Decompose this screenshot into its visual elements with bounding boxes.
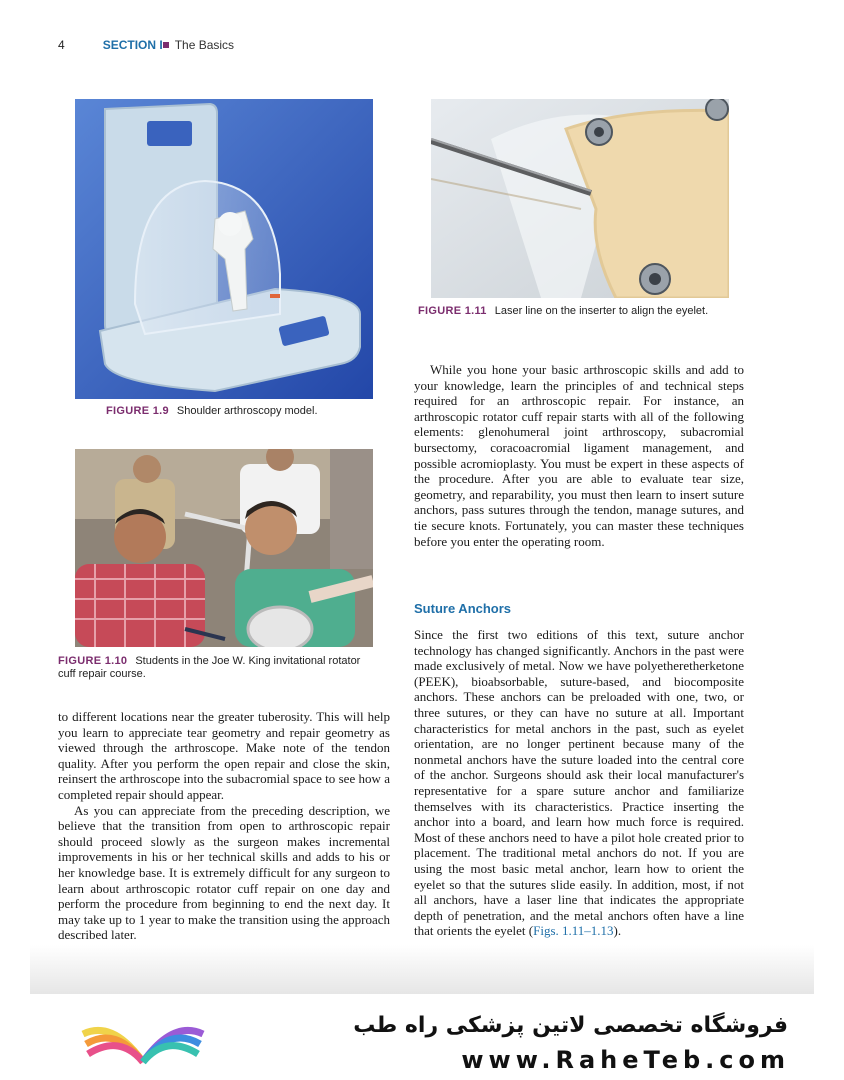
book-logo-icon [78, 1012, 208, 1077]
page-number: 4 [58, 38, 65, 52]
figure-1-9-image [75, 99, 373, 399]
caption-text: Shoulder arthroscopy model. [176, 405, 318, 417]
section-square-icon [163, 42, 169, 48]
store-name: فروشگاه تخصصی لاتین پزشکی راه طب [353, 1013, 788, 1038]
body-paragraph: to different locations near the greater tuberosity. This will help you learn to appreciate tear geometry and repair geometry as viewed through the arthroscope. Make note of the tendon quality. After you perform the open repair and close the skin, reinsert the arthroscope into the subacromial space to see how a completed repair should appear. [58, 709, 390, 802]
running-header [58, 38, 234, 52]
section-label: SECTION I [102, 38, 163, 52]
section-title: The Basics [174, 38, 235, 52]
figure-1-11-caption [418, 305, 748, 318]
body-paragraph: As you can appreciate from the preceding description, we believe that the transition from open to arthroscopic repair should proceed slowly as the surgeon makes incremental improvements in his or her technical skills and adds to his or her knowledge base. It is extremely difficult for any surgeon to learn about arthroscopic rotator cuff repair on one day and perform the procedure from beginning to end the next day. It may take up to 1 year to make the transition using the approach described later. [58, 802, 390, 943]
caption-text: Students in the Joe W. King invitational rotator cuff repair course. [58, 655, 361, 680]
figure-1-11-image [431, 99, 729, 298]
figure-1-10-image [75, 449, 373, 647]
figure-label: FIGURE 1.11 [418, 305, 487, 317]
left-column-text [58, 709, 390, 943]
body-paragraph: While you hone your basic arthroscopic skills and add to your knowledge, learn the principles of and technical steps required for an arthroscopic repair. For instance, an arthroscopic rotator cuff repair starts with all of the following elements: glenohumeral joint arthroscopy, subacromial bursectomy, coracoacromial ligament management, and possible acromioplasty. You must be expert in these aspects of the procedure. After you are able to evaluate tear size, geometry, and reparability, you must then learn to insert suture anchors, pass sutures through the tendon, manage sutures, and tie secure knots. Fortunately, you can master these techniques before you enter the operating room. [414, 362, 744, 549]
right-column-text-bottom [414, 627, 744, 939]
bottom-fade [30, 945, 814, 995]
figure-reference-link[interactable]: Figs. 1.11–1.13 [533, 923, 614, 939]
paragraph-text: Since the first two editions of this text, suture anchor technology has changed significantly. Anchors in the past were made exclusively of metal. Now we have polyetheretherketone (PEEK), bioabsorbable, suture-based, and biocomposite anchors. These anchors can be preloaded with one, two, or three sutures, or they can have no suture at all. Important characteristics for metal anchors in the past, such as eyelet orientation, are no longer pertinent because many of the nonmetal anchors have the suture loaded into the central core of the anchor. Surgeons should ask their local manufacturer's representative for a spare suture anchor and familiarize themselves with its characteristics. Practice inserting the anchor into a board, and learn how much force is required. Most of these anchors need to have a pilot hole created prior to placement. The traditional metal anchors do not. If you are using the most basic metal anchor, learn how to orient the eyelet so that the sutures slide easily. In addition, most, if not all anchors, have a laser line that indicates the appropriate depth of penetration, and the metal anchors often have a line that orients the eyelet ( [414, 627, 744, 939]
caption-text: Laser line on the inserter to align the eyelet. [494, 305, 709, 317]
website-link[interactable]: www.RaheTeb.com [461, 1046, 790, 1074]
body-paragraph [414, 627, 744, 939]
paragraph-end: ). [613, 923, 622, 939]
figure-label: FIGURE 1.9 [106, 405, 169, 417]
subheading: Suture Anchors [414, 601, 512, 616]
figure-1-10-caption [58, 655, 370, 681]
figure-label: FIGURE 1.10 [58, 655, 128, 667]
right-column-text-top [414, 362, 744, 549]
figure-1-9-caption [106, 405, 366, 418]
